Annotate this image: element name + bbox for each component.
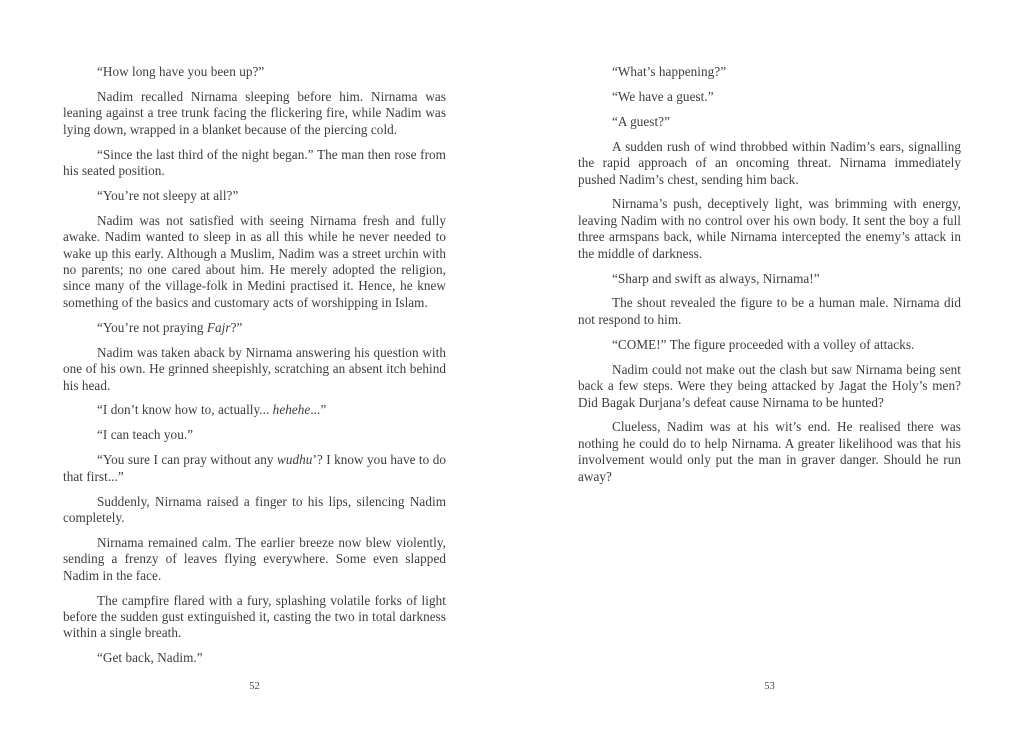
- text-segment: “Get back, Nadim.”: [97, 650, 203, 666]
- text-segment: “Since the last third of the night began.” The man then rose from his seated position.: [63, 146, 446, 179]
- italic-text: wudhu: [277, 452, 313, 468]
- paragraph: [578, 295, 961, 328]
- book-page-right: [578, 64, 961, 724]
- paragraph: [578, 64, 961, 80]
- paragraph: [578, 196, 961, 262]
- text-segment: ?”: [230, 319, 243, 335]
- paragraph: [63, 64, 446, 80]
- paragraph: [578, 271, 961, 287]
- text-segment: “We have a guest.”: [612, 88, 714, 104]
- text-segment: “COME!” The figure proceeded with a volley of attacks.: [612, 336, 915, 352]
- text-segment: “What’s happening?”: [612, 64, 727, 79]
- paragraph: [63, 188, 446, 204]
- text-segment: Nadim could not make out the clash but saw Nirnama being sent back a few steps. Were they being attacked by Jagat the Holy’s men? Did Bagak Durjana’s defeat cause Nirnama to be hunted?: [578, 361, 961, 410]
- text-segment: Nadim recalled Nirnama sleeping before him. Nirnama was leaning against a tree trunk facing the flickering fire, while Nadim was lying down, wrapped in a blanket because of the piercing cold.: [63, 88, 446, 137]
- text-segment: Nirnama’s push, deceptively light, was brimming with energy, leaving Nadim with no control over his own body. It sent the boy a full three armspans back, while Nirnama intercepted the enemy’s attack in the middle of darkness.: [578, 196, 961, 261]
- paragraph: [63, 650, 446, 666]
- text-segment: “You sure I can pray without any: [97, 452, 278, 468]
- page-number: 53: [764, 681, 775, 692]
- paragraph: [63, 213, 446, 311]
- text-segment: “Sharp and swift as always, Nirnama!”: [612, 270, 820, 286]
- paragraph: [63, 402, 446, 418]
- paragraph: [63, 320, 446, 336]
- text-segment: “I don’t know how to, actually...: [97, 402, 273, 418]
- text-segment: “You’re not praying: [97, 319, 207, 335]
- text-segment: “How long have you been up?”: [97, 64, 265, 79]
- paragraph: [63, 427, 446, 443]
- paragraph: [63, 494, 446, 527]
- paragraph: [63, 345, 446, 394]
- italic-text: Fajr: [206, 319, 231, 335]
- paragraph: [63, 89, 446, 138]
- paragraph: [63, 535, 446, 584]
- book-page-left: [63, 64, 446, 724]
- text-segment: Suddenly, Nirnama raised a finger to his lips, silencing Nadim completely.: [63, 493, 446, 525]
- text-segment: Clueless, Nadim was at his wit’s end. He realised there was nothing he could do to help Nirnama. A greater likelihood was that his involvement would only put the man in graver danger. Should he run away?: [578, 419, 961, 484]
- page-text: [63, 64, 446, 667]
- paragraph: [63, 452, 446, 485]
- page-number: 52: [249, 681, 260, 692]
- paragraph: [578, 89, 961, 105]
- paragraph: [578, 139, 961, 188]
- paragraph: [578, 114, 961, 130]
- italic-text: hehehe: [272, 402, 311, 418]
- text-segment: “I can teach you.”: [97, 427, 194, 443]
- paragraph: [63, 147, 446, 180]
- text-segment: The campfire flared with a fury, splashing volatile forks of light before the sudden gust extinguished it, casting the two in total darkness within a single breath.: [63, 592, 446, 641]
- paragraph: [578, 419, 961, 485]
- text-segment: Nadim was not satisfied with seeing Nirnama fresh and fully awake. Nadim wanted to sleep in as all this while he never needed to wake up this early. Although a Muslim, Nadim was a street urchin with no parents; no one cared about him. He merely adopted the religion, since many of the village-folk in Medini practised it. Hence, he knew something of the basics and customary acts of worshipping in Islam.: [63, 212, 446, 310]
- text-segment: Nadim was taken aback by Nirnama answering his question with one of his own. He grinned sheepishly, scratching an absent itch behind his head.: [63, 344, 446, 393]
- text-segment: ...”: [310, 402, 327, 418]
- paragraph: [578, 362, 961, 411]
- text-segment: “You’re not sleepy at all?”: [97, 187, 239, 203]
- paragraph: [63, 593, 446, 642]
- page-text: [578, 64, 961, 485]
- text-segment: A sudden rush of wind throbbed within Nadim’s ears, signalling the rapid approach of an oncoming threat. Nirnama immediately pushed Nadim’s chest, sending him back.: [578, 138, 961, 187]
- text-segment: The shout revealed the figure to be a human male. Nirnama did not respond to him.: [578, 295, 961, 327]
- text-segment: ’? I know you have to do that first...”: [63, 452, 446, 484]
- text-segment: “A guest?”: [612, 113, 670, 129]
- paragraph: [578, 337, 961, 353]
- text-segment: Nirnama remained calm. The earlier breeze now blew violently, sending a frenzy of leaves flying everywhere. Some even slapped Nadim in the face.: [63, 534, 446, 583]
